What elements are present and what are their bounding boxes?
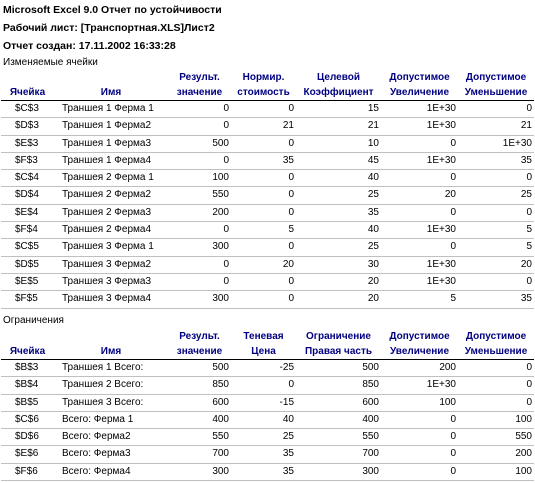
table-cell-c7: 0 [458,360,534,377]
column-header-c7: Уменьшение [458,85,534,101]
table-cell-c6: 5 [381,291,458,308]
table-cell-c4: 0 [231,170,296,187]
table-cell-c5: 45 [296,152,381,169]
table-cell-cell: $B$5 [1,394,54,411]
table-cell-cell: $D$6 [1,429,54,446]
table-cell-c7: 20 [458,256,534,273]
table-cell-c3: 300 [168,463,231,480]
column-header-c4: Нормир. [242,72,285,83]
table-cell-c7: 0 [458,204,534,221]
table-cell-c5: 20 [296,291,381,308]
column-header-cell: Ячейка [1,344,54,360]
table-cell-c4: 20 [231,256,296,273]
table-cell-c6: 1E+30 [381,118,458,135]
table-cell-c5: 700 [296,446,381,463]
table-cell-name: Траншея 1 Ферма 1 [54,101,168,118]
table-row [1,187,534,204]
table-cell-name: Траншея 3 Ферма2 [54,256,168,273]
column-header-cell: Ячейка [1,85,54,101]
column-header-cell [1,70,54,85]
table-cell-c7: 5 [458,222,534,239]
table-cell-c6: 0 [381,463,458,480]
column-header-c3: Результ. [179,72,220,83]
table-cell-c3: 600 [168,394,231,411]
table-cell-c5: 30 [296,256,381,273]
table-row [1,394,534,411]
table-cell-c4: 5 [231,222,296,239]
column-header-c4: стоимость [231,85,296,101]
header-row [1,329,534,344]
table-cell-c6: 1E+30 [381,222,458,239]
table-row [1,377,534,394]
table-cell-c5: 25 [296,239,381,256]
column-header-name: Имя [54,344,168,360]
table-cell-c7: 0 [458,394,534,411]
table-row [1,101,534,118]
table-cell-c6: 0 [381,446,458,463]
column-header-c6: Увеличение [381,85,458,101]
column-header-c4: Цена [231,344,296,360]
table-cell-c4: 0 [231,377,296,394]
column-header-c3: значение [168,85,231,101]
table-cell-c3: 500 [168,360,231,377]
column-header-c5: Ограничение [306,331,371,342]
report-title: Microsoft Excel 9.0 Отчет по устойчивости [3,4,222,16]
table-cell-c5: 40 [296,222,381,239]
header-row [1,344,534,360]
table-cell-name: Всего: Ферма4 [54,463,168,480]
column-header-c7: Допустимое [465,72,527,83]
table-cell-cell: $D$5 [1,256,54,273]
variables-section-title: Изменяемые ячейки [3,57,98,68]
table-cell-c3: 300 [168,291,231,308]
table-cell-c5: 10 [296,135,381,152]
table-cell-c3: 0 [168,101,231,118]
table-row [1,118,534,135]
table-cell-c6: 0 [381,170,458,187]
table-cell-c5: 15 [296,101,381,118]
table-cell-c4: 35 [231,152,296,169]
table-row [1,204,534,221]
column-header-c5: Коэффициент [296,85,381,101]
table-row [1,256,534,273]
table-cell-c3: 700 [168,446,231,463]
table-cell-c4: 0 [231,273,296,290]
column-header-c3: Результ. [179,331,220,342]
variable-cells-table [1,70,534,309]
table-cell-c5: 600 [296,394,381,411]
table-cell-c5: 40 [296,170,381,187]
table-cell-c4: 0 [231,101,296,118]
column-header-c6: Допустимое [389,72,450,83]
table-row [1,273,534,290]
table-cell-name: Траншея 2 Ферма2 [54,187,168,204]
constraints-table [1,329,534,481]
table-cell-c7: 0 [458,377,534,394]
table-cell-c6: 0 [381,239,458,256]
table-cell-c3: 0 [168,256,231,273]
column-header-c3: значение [168,344,231,360]
table-cell-cell: $C$3 [1,101,54,118]
table-cell-c3: 100 [168,170,231,187]
table-cell-c3: 0 [168,222,231,239]
table-cell-name: Траншея 2 Ферма3 [54,204,168,221]
table-cell-name: Траншея 2 Ферма 1 [54,170,168,187]
table-row [1,429,534,446]
report-worksheet: Рабочий лист: [Транспортная.XLS]Лист2 [3,22,215,34]
table-cell-c5: 25 [296,187,381,204]
table-cell-c6: 0 [381,429,458,446]
table-cell-cell: $F$4 [1,222,54,239]
table-cell-c4: 35 [231,446,296,463]
table-cell-c6: 100 [381,394,458,411]
table-cell-c6: 0 [381,411,458,428]
table-cell-c5: 35 [296,204,381,221]
table-cell-c3: 400 [168,411,231,428]
column-header-c5: Правая часть [296,344,381,360]
table-cell-c4: 21 [231,118,296,135]
column-header-cell [1,329,54,344]
table-cell-c5: 500 [296,360,381,377]
report-created: Отчет создан: 17.11.2002 16:33:28 [3,40,176,52]
table-cell-cell: $F$3 [1,152,54,169]
table-cell-c4: -15 [231,394,296,411]
column-header-c6: Увеличение [381,344,458,360]
table-cell-cell: $F$5 [1,291,54,308]
constraints-section-title: Ограничения [3,315,64,326]
table-cell-cell: $E$3 [1,135,54,152]
table-cell-c6: 20 [381,187,458,204]
table-cell-c7: 35 [458,291,534,308]
table-cell-c4: 0 [231,291,296,308]
table-cell-cell: $C$5 [1,239,54,256]
table-cell-c3: 300 [168,239,231,256]
table-cell-c7: 100 [458,463,534,480]
table-row [1,152,534,169]
table-cell-cell: $B$4 [1,377,54,394]
table-cell-name: Траншея 3 Всего: [54,394,168,411]
table-cell-c5: 400 [296,411,381,428]
table-cell-c7: 0 [458,170,534,187]
table-row [1,222,534,239]
table-cell-c6: 1E+30 [381,152,458,169]
column-header-name [54,70,168,85]
header-row [1,85,534,101]
table-cell-c6: 1E+30 [381,377,458,394]
table-row [1,463,534,480]
table-cell-c7: 21 [458,118,534,135]
table-cell-c4: -25 [231,360,296,377]
table-cell-cell: $C$6 [1,411,54,428]
table-cell-c7: 0 [458,101,534,118]
table-cell-c7: 200 [458,446,534,463]
table-cell-c6: 0 [381,204,458,221]
table-cell-c7: 0 [458,273,534,290]
table-cell-c4: 35 [231,463,296,480]
table-cell-c3: 0 [168,118,231,135]
table-cell-name: Траншея 1 Ферма4 [54,152,168,169]
table-row [1,170,534,187]
table-cell-name: Траншея 3 Ферма3 [54,273,168,290]
table-cell-c4: 0 [231,187,296,204]
table-cell-cell: $F$6 [1,463,54,480]
table-cell-name: Всего: Ферма3 [54,446,168,463]
table-cell-cell: $E$5 [1,273,54,290]
table-cell-c4: 0 [231,204,296,221]
column-header-c7: Допустимое [465,331,527,342]
table-cell-name: Траншея 2 Ферма4 [54,222,168,239]
table-cell-name: Траншея 3 Ферма 1 [54,239,168,256]
table-cell-cell: $D$3 [1,118,54,135]
table-cell-c7: 25 [458,187,534,204]
column-header-c6: Допустимое [389,331,450,342]
table-cell-name: Траншея 1 Всего: [54,360,168,377]
table-cell-c6: 0 [381,135,458,152]
table-cell-cell: $B$3 [1,360,54,377]
table-row [1,135,534,152]
column-header-c4: Теневая [243,331,284,342]
column-header-c7: Уменьшение [458,344,534,360]
table-cell-c7: 35 [458,152,534,169]
table-cell-c6: 200 [381,360,458,377]
table-cell-name: Траншея 2 Всего: [54,377,168,394]
table-cell-c5: 20 [296,273,381,290]
table-cell-c7: 550 [458,429,534,446]
table-cell-c5: 300 [296,463,381,480]
table-cell-c7: 100 [458,411,534,428]
table-row [1,239,534,256]
table-cell-c4: 25 [231,429,296,446]
table-cell-c3: 550 [168,187,231,204]
table-cell-name: Траншея 1 Ферма2 [54,118,168,135]
table-cell-c5: 550 [296,429,381,446]
table-cell-name: Всего: Ферма2 [54,429,168,446]
table-cell-c5: 21 [296,118,381,135]
table-cell-c5: 850 [296,377,381,394]
table-cell-c3: 200 [168,204,231,221]
table-row [1,411,534,428]
table-row [1,291,534,308]
table-cell-c6: 1E+30 [381,273,458,290]
column-header-name: Имя [54,85,168,101]
table-cell-name: Всего: Ферма 1 [54,411,168,428]
header-row [1,70,534,85]
column-header-c5: Целевой [316,72,361,83]
table-cell-c3: 0 [168,152,231,169]
table-row [1,360,534,377]
table-cell-c3: 550 [168,429,231,446]
table-cell-c7: 5 [458,239,534,256]
table-cell-c7: 1E+30 [458,135,534,152]
table-cell-c4: 0 [231,239,296,256]
table-cell-name: Траншея 1 Ферма3 [54,135,168,152]
table-cell-cell: $C$4 [1,170,54,187]
table-cell-cell: $D$4 [1,187,54,204]
table-cell-c3: 500 [168,135,231,152]
table-cell-cell: $E$6 [1,446,54,463]
column-header-name [54,329,168,344]
table-cell-name: Траншея 3 Ферма4 [54,291,168,308]
table-cell-c4: 0 [231,135,296,152]
table-cell-cell: $E$4 [1,204,54,221]
table-cell-c4: 40 [231,411,296,428]
table-row [1,446,534,463]
table-cell-c6: 1E+30 [381,256,458,273]
table-cell-c3: 850 [168,377,231,394]
table-cell-c6: 1E+30 [381,101,458,118]
table-cell-c3: 0 [168,273,231,290]
